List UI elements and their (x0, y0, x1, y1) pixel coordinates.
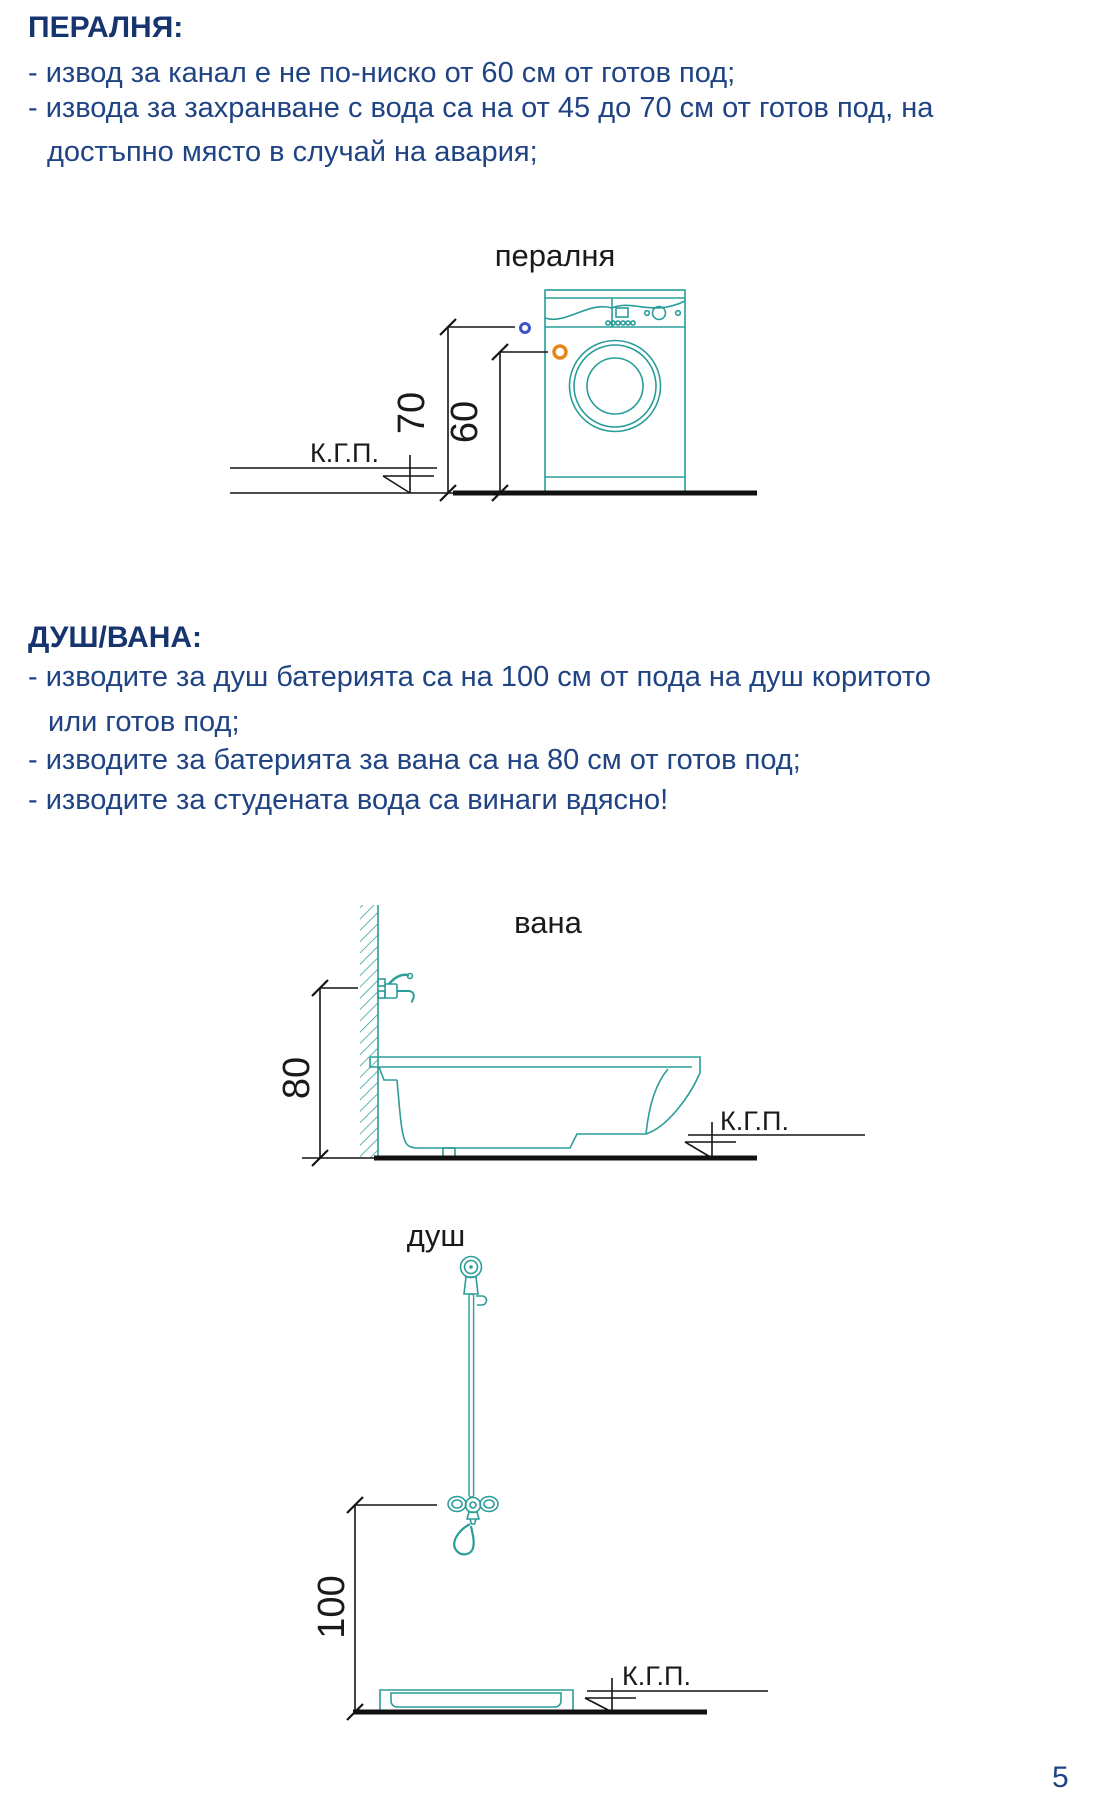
shower-rail (469, 1294, 474, 1497)
page-number: 5 (1052, 1761, 1069, 1794)
shower-diagram-label: душ (406, 1218, 466, 1253)
bath-mixer-faucet (378, 974, 414, 1003)
bath-bullet-2: - изводите за батерията за вана са на 80 см от готов под; (28, 744, 801, 776)
washer-datum-label: К.Г.П. (310, 438, 379, 468)
washer-bullet-1: - извод за канал е не по-ниско от 60 см от готов под; (28, 57, 736, 89)
bath-bullet-1: - изводите за душ батерията са на 100 см от пода на душ коритото (28, 661, 931, 693)
shower-datum-symbol (585, 1661, 768, 1712)
washing-machine-diagram (230, 238, 757, 501)
door-glass (587, 358, 643, 414)
shower-handle (464, 1277, 478, 1294)
washer-datum-symbol (230, 438, 437, 493)
shower-dimension-100 (311, 1497, 437, 1720)
shower-hose (454, 1524, 473, 1554)
bathtub-drawing (370, 1057, 700, 1158)
washer-dimension-60 (444, 344, 548, 501)
drain-point-orange (554, 346, 566, 358)
display-window (616, 308, 628, 317)
dimension-value-100: 100 (311, 1575, 353, 1639)
washing-machine-drawing (545, 290, 685, 493)
mixer-right-handle (480, 1497, 498, 1512)
dimension-value-60: 60 (444, 400, 486, 444)
dimension-value-80: 80 (276, 1056, 318, 1100)
wall-hatching (360, 905, 378, 1158)
door-outer-ring (570, 341, 661, 432)
bath-section-heading: ДУШ/ВАНА: (28, 621, 203, 654)
mixer-body (466, 1498, 481, 1513)
tub-datum-label: К.Г.П. (720, 1106, 789, 1136)
washer-bullet-2-continued: достъпно място в случай на авария; (47, 136, 538, 168)
washer-bullet-2: - извода за захранване с вода са на от 45 до 70 см от готов под, на (28, 92, 934, 124)
bath-bullet-1-continued: или готов под; (48, 706, 240, 738)
shower-holder (476, 1296, 487, 1305)
shower-datum-label: К.Г.П. (622, 1661, 691, 1691)
mixer-left-handle (448, 1497, 466, 1512)
shower-diagram (311, 1218, 768, 1720)
washer-diagram-label: пералня (494, 238, 616, 273)
dimension-value-70: 70 (391, 391, 433, 435)
bathtub-diagram (276, 905, 865, 1166)
tub-diagram-label: вана (514, 905, 582, 940)
water-supply-point-blue (521, 324, 530, 333)
tub-datum-symbol (685, 1106, 865, 1158)
washer-section-heading: ПЕРАЛНЯ: (28, 11, 184, 44)
panel-wave-right (612, 301, 685, 308)
bath-bullet-3: - изводите за студената вода са винаги вдясно! (28, 784, 669, 816)
shower-tray-drawing (380, 1690, 573, 1712)
tub-dimension-80 (276, 980, 358, 1166)
panel-wave-left (545, 307, 612, 320)
shower-set-drawing (448, 1257, 498, 1555)
